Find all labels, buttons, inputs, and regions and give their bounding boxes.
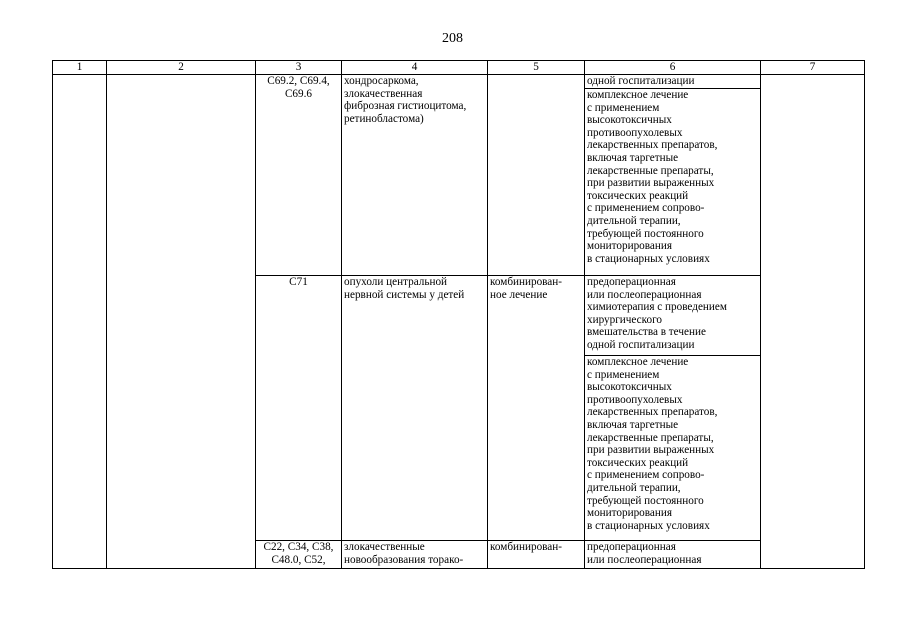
disease-model-cell: хондросаркома, злокачественная фиброзная гистиоцитома, ретинобластома) — [342, 75, 488, 276]
column-header: 2 — [107, 61, 256, 75]
diagnosis-codes-cell: C69.2, C69.4, C69.6 — [256, 75, 342, 276]
medical-services-table — [52, 60, 865, 569]
page-number: 208 — [442, 31, 463, 46]
diagnosis-codes-cell: C71 — [256, 276, 342, 541]
column-7-cell — [761, 75, 865, 569]
diagnosis-codes-cell: C22, C34, C38, C48.0, C52, — [256, 541, 342, 569]
treatment-method-cell: предоперационная или послеоперационная — [585, 541, 761, 569]
column-header: 7 — [761, 61, 865, 75]
column-2-cell — [107, 75, 256, 569]
treatment-method-cell: одной госпитализации — [585, 75, 761, 89]
treatment-method-cell: комплексное лечение с применением высокотоксичных противоопухолевых лекарственных препаратов, включая таргетные лекарственные препараты, при развитии выраженных токсических реакций с применением сопрово- дительной терапии, требующей постоянного мониторирования в стационарных условиях — [585, 356, 761, 541]
treatment-type-cell: комбинирован- — [488, 541, 585, 569]
column-header: 3 — [256, 61, 342, 75]
header-row — [53, 61, 865, 75]
column-header: 1 — [53, 61, 107, 75]
treatment-method-cell: предоперационная или послеоперационная химиотерапия с проведением хирургического вмешательства в течение одной госпитализации — [585, 276, 761, 356]
column-header: 4 — [342, 61, 488, 75]
column-1-cell — [53, 75, 107, 569]
table-row — [53, 75, 865, 89]
column-header: 6 — [585, 61, 761, 75]
treatment-method-cell: комплексное лечение с применением высокотоксичных противоопухолевых лекарственных препаратов, включая таргетные лекарственные препараты, при развитии выраженных токсических реакций с применением сопрово- дительной терапии, требующей постоянного мониторирования в стационарных условиях — [585, 89, 761, 276]
disease-model-cell: злокачественные новообразования торако- — [342, 541, 488, 569]
column-header: 5 — [488, 61, 585, 75]
disease-model-cell: опухоли центральной нервной системы у детей — [342, 276, 488, 541]
treatment-type-cell: комбинирован- ное лечение — [488, 276, 585, 541]
treatment-type-cell — [488, 75, 585, 276]
